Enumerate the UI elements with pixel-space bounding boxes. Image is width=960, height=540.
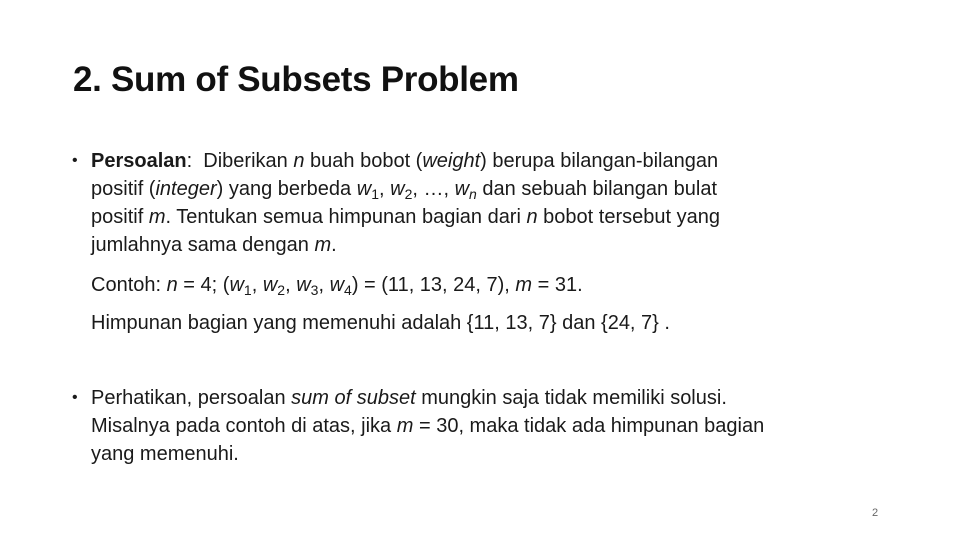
paragraph-line-3: positif m. Tentukan semua himpunan bagian dari n bobot tersebut yang xyxy=(91,206,720,228)
example-line: Contoh: n = 4; ($w_1$, $w_2$, $w_3$, $w_4) = (11$, 13, 24, 7), m = 31. xyxy=(91,274,583,298)
slide-title: 2. Sum of Subsets Problem xyxy=(73,60,519,99)
page-number: 2 xyxy=(872,507,879,519)
bullet-text xyxy=(72,384,902,468)
paragraph-line-1: Persoalan: Diberikan n buah bobot (weight) berupa bilangan-bilangan xyxy=(91,150,719,172)
bullet-dot-icon: • xyxy=(72,389,78,406)
paragraph-line-4: jumlahnya sama dengan m. xyxy=(91,234,337,256)
paragraph-line-1: Perhatikan, persoalan sum of subset mungkin saja tidak memiliki solusi. xyxy=(91,387,727,409)
term-label: Persoalan xyxy=(91,150,187,172)
bullet-text xyxy=(72,147,872,259)
bullet-dot-icon: • xyxy=(72,152,78,169)
bullet-perhatikan xyxy=(72,384,902,468)
paragraph-line-3: yang memenuhi. xyxy=(91,443,239,465)
example-solution-line: Himpunan bagian yang memenuhi adalah {11, 13, 7} dan {24, 7} . xyxy=(91,312,670,334)
bullet-persoalan xyxy=(72,147,872,259)
paragraph-line-2: Misalnya pada contoh di atas, jika m = 30, maka tidak ada himpunan bagian xyxy=(91,415,765,437)
paragraph-line-2: positif (integer) yang berbeda $w_1$, $w_2$, …, $w_n$ dan sebuah bilangan bulat xyxy=(91,178,718,202)
